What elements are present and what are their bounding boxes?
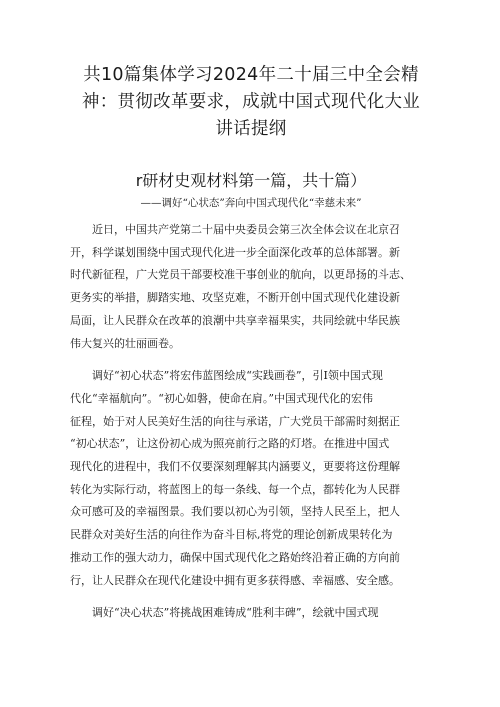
text-line: 调好“决心状态”将挑战困难铸成“胜利丰碑”，绘就中国式现	[92, 606, 379, 620]
document-title	[70, 0, 432, 143]
text-line: 征程，始于对人民美好生活的向往与承诺，广大党员干部需时刻据正	[70, 414, 400, 428]
section-heading: r研材史观材料第一篇，共十篇）	[135, 171, 367, 190]
text-line: 时代新征程，广大党员干部要校准干事创业的航向，以更昂扬的斗志、	[70, 268, 411, 282]
text-line: 局面，让人民群众在改革的浪潮中共享幸福果实，共同绘就中华民族	[70, 313, 400, 327]
text-line: 推动工作的强大动力，确保中国式现代化之路始终沿着正确的方向前	[70, 550, 400, 564]
text-line: 行，让人民群众在现代化建设中拥有更多获得感、幸福感、安全感。	[70, 573, 400, 587]
section-subtitle: ——调好“心状态”奔向中国式现代化“幸慈未来”	[140, 197, 362, 209]
text-line: 近日，中国共产党第二十届中央委员会第三次全体会议在北京召	[92, 223, 400, 236]
paragraph	[70, 602, 432, 625]
paragraph	[70, 365, 432, 592]
paragraph	[70, 219, 432, 355]
document-body	[70, 219, 432, 625]
text-line: 更务实的举措，脚踏实地、攻坚克难，不断开创中国式现代化建设新	[70, 291, 400, 305]
text-line: 代化“幸福航向”。“初心如磐，使命在肩。”中国式现代化的宏伟	[70, 391, 373, 405]
text-line: 现代化的进程中，我们不仅要深刻理解其内涵要义，更要将这份理解	[70, 460, 400, 474]
title-line: 讲话提纲	[215, 119, 287, 139]
text-line: 众可感可及的幸福图景。我们要以初心为引领，坚持人民至上，把人	[70, 505, 400, 519]
text-line: 开，科学谋划围绕中国式现代化进一步全面深化改革的总体部署。新	[70, 245, 400, 259]
text-line: “初心状态”，让这份初心成为照亮前行之路的灯塔。在推进中国式	[70, 437, 390, 451]
text-line: 伟大复兴的壮丽画卷。	[70, 336, 180, 350]
text-line: 调好“初心状态”将宏伟蓝图绘成“实践画卷”，引I领中国式现	[92, 369, 383, 383]
text-line: 民群众对美好生活的向往作为奋斗目标,将党的理论创新成果转化为	[70, 528, 393, 542]
text-line: 转化为实际行动，将蓝图上的每一条线、每一个点，都转化为人民群	[70, 482, 400, 496]
title-line: 神：贯彻改革要求，成就中国式现代化大业	[81, 92, 421, 112]
title-line: 共10篇集体学习2024年二十届三中全会精	[83, 65, 419, 85]
